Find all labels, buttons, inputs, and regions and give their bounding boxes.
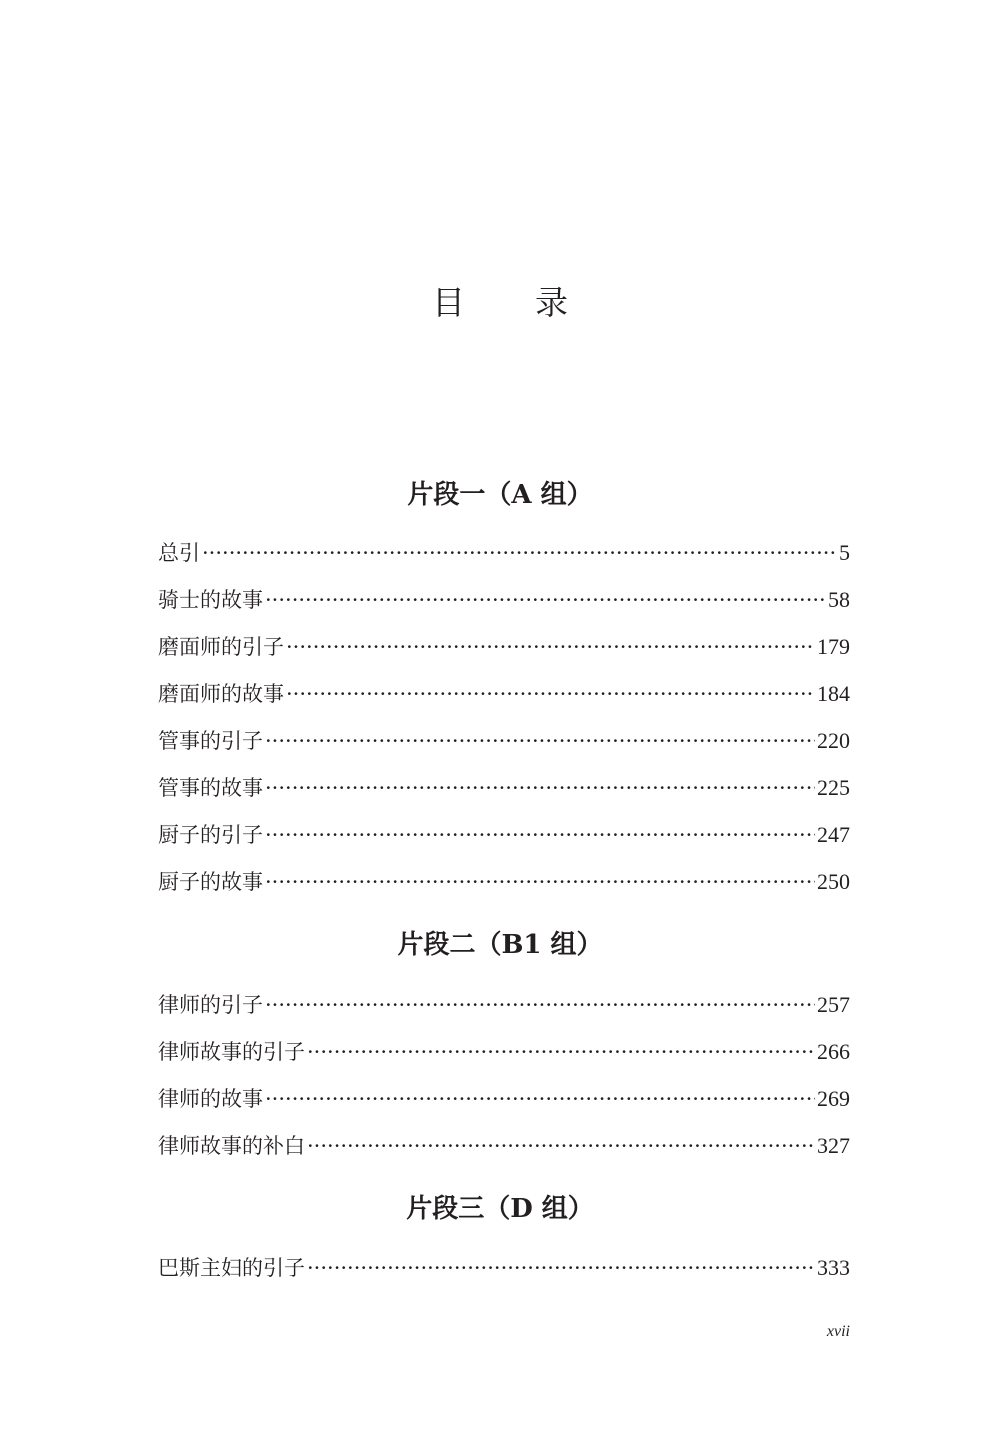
- toc-entry-title: 磨面师的故事: [158, 682, 284, 706]
- page-title: [0, 278, 1000, 328]
- toc-entry-title: 磨面师的引子: [158, 635, 284, 659]
- toc-entry[interactable]: [158, 583, 850, 617]
- toc-entry[interactable]: [158, 865, 850, 899]
- toc-entry[interactable]: [158, 1251, 850, 1285]
- section-heading-1: 片段一（A 组）: [407, 480, 593, 510]
- toc-entry[interactable]: [158, 677, 850, 711]
- section-heading-3: 片段三（D 组）: [406, 1194, 594, 1224]
- toc-entry[interactable]: [158, 1035, 850, 1069]
- dot-leader: [286, 630, 815, 664]
- toc-entry[interactable]: [158, 724, 850, 758]
- dot-leader: [202, 536, 837, 570]
- toc-entry-title: 律师故事的引子: [158, 1040, 305, 1064]
- toc-entry-page: 220: [817, 728, 850, 753]
- page-number: xvii: [826, 1323, 850, 1340]
- toc-entry-page: 266: [817, 1039, 850, 1064]
- toc-entry-page: 179: [817, 634, 850, 659]
- toc-entry[interactable]: [158, 1082, 850, 1116]
- toc-entry-page: 184: [817, 681, 850, 706]
- dot-leader: [265, 771, 815, 805]
- toc-entry-title: 律师的引子: [158, 993, 263, 1017]
- toc-entry-title: 律师故事的补白: [158, 1134, 305, 1158]
- dot-leader: [307, 1251, 815, 1285]
- toc-entry-title: 管事的故事: [158, 776, 263, 800]
- toc-entry-page: 250: [817, 869, 850, 894]
- toc-entry-title: 厨子的故事: [158, 870, 263, 894]
- toc-entry-page: 257: [817, 992, 850, 1017]
- toc-entry-title: 骑士的故事: [158, 588, 263, 612]
- toc-entry[interactable]: [158, 988, 850, 1022]
- dot-leader: [286, 677, 815, 711]
- toc-entry-page: 225: [817, 775, 850, 800]
- toc-entry-title: 厨子的引子: [158, 823, 263, 847]
- toc-entry-page: 327: [817, 1133, 850, 1158]
- toc-entry-page: 247: [817, 822, 850, 847]
- toc-entry-title: 巴斯主妇的引子: [158, 1256, 305, 1280]
- toc-entry[interactable]: [158, 818, 850, 852]
- dot-leader: [265, 865, 815, 899]
- toc-entry-title: 总引: [158, 541, 200, 565]
- toc-entry-title: 律师的故事: [158, 1087, 263, 1111]
- dot-leader: [265, 724, 815, 758]
- page-title-char-1: 目: [432, 283, 465, 322]
- toc-entry[interactable]: [158, 771, 850, 805]
- section-heading-2: 片段二（B1 组）: [397, 930, 603, 960]
- toc-entry-page: 58: [828, 587, 850, 612]
- toc-entry[interactable]: [158, 536, 850, 570]
- dot-leader: [307, 1035, 815, 1069]
- toc-entry-title: 管事的引子: [158, 729, 263, 753]
- toc-entry-page: 269: [817, 1086, 850, 1111]
- toc-entry[interactable]: [158, 630, 850, 664]
- dot-leader: [265, 988, 815, 1022]
- dot-leader: [265, 1082, 815, 1116]
- toc-entry[interactable]: [158, 1129, 850, 1163]
- toc-entry-page: 5: [839, 540, 850, 565]
- dot-leader: [265, 818, 815, 852]
- dot-leader: [307, 1129, 815, 1163]
- toc-entry-page: 333: [817, 1255, 850, 1280]
- page-title-char-2: 录: [535, 283, 568, 322]
- dot-leader: [265, 583, 826, 617]
